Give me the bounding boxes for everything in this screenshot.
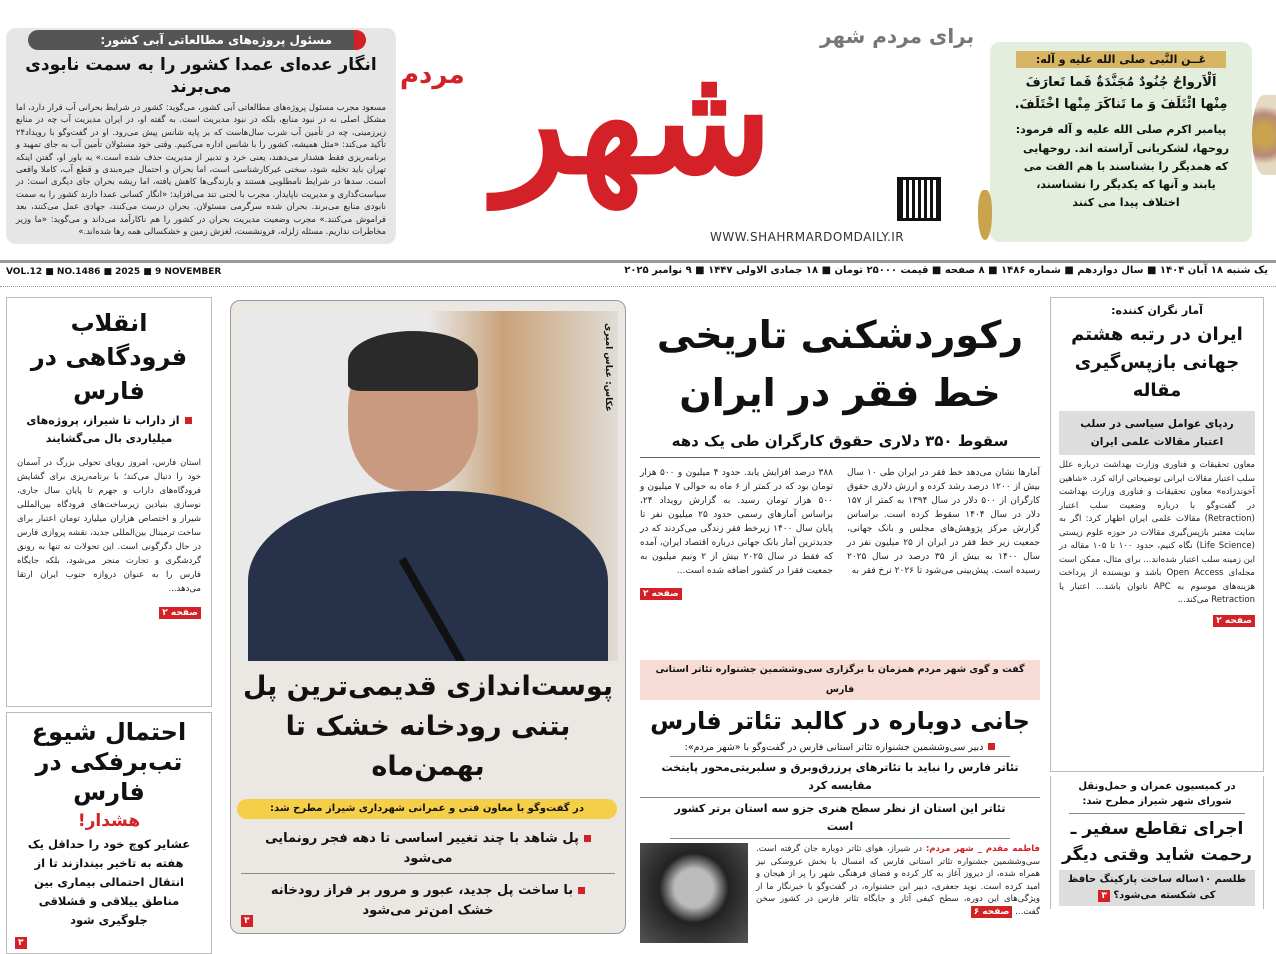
page-ref[interactable]: ۳ (1098, 890, 1110, 902)
theater-byline: فاطمه مقدم _ شهر مردم: (925, 844, 1040, 854)
hadith-arabic-1: اَلْاَرواحُ جُنُودٌ مُجَنَّدَةٌ فَما تَعارَفَ (1025, 75, 1217, 90)
photo-credit: عکاس: عباس امیری (603, 323, 613, 412)
page-ref[interactable]: ۳ (241, 915, 253, 927)
page-ref-label[interactable]: صفحه ۲ (159, 607, 201, 619)
masthead-slogan: برای مردم شهر (820, 24, 975, 48)
retraction-sub: ردپای عوامل سیاسی در سلب اعتبار مقالات علمی ایران (1059, 411, 1255, 455)
top-left-headline: انگار عده‌ای عمدا کشور را به سمت نابودی می‌برند (25, 55, 377, 97)
theater-intro (670, 740, 1010, 757)
airport-headline: انقلاب فرودگاهی در فارس (30, 309, 188, 405)
bridge-kicker: در گفت‌وگو با معاون فنی و عمرانی شهرداری شیراز مطرح شد: (237, 799, 617, 819)
bridge-bullet-2-text: با ساخت پل جدید، عبور و مرور بر فراز رودخانه خشک امن‌تر می‌شود (270, 883, 574, 918)
page-ref[interactable]: صفحه ۲ (1213, 615, 1255, 627)
info-bar-left: VOL.12 ■ NO.1486 ■ 2025 ■ 9 NOVEMBER (6, 267, 222, 277)
hadith-translation: روحها، لشکریانی آراسته اند. روحهایی که همدیگر را بشناسند با هم الفت می یابند و آنها که یکدیگر را نشناسند، اختلاف پیدا می کنند (1022, 142, 1230, 209)
airport-sub-text: از داراب تا شیراز، پروژه‌های میلیاردی بال می‌گشایند (26, 414, 180, 445)
airport-sub (17, 412, 201, 448)
retraction-headline: ایران در رتبه هشتم جهانی بازپس‌گیری مقاله (1071, 324, 1243, 401)
hadith-arabic-2: مِنْها ائْتَلَفَ وَ ما تَناكَرَ مِنْها اخْتَلَفَ. (1014, 97, 1228, 112)
person-hair (348, 331, 478, 391)
retraction-kicker: آمار نگران کننده: (1111, 304, 1203, 317)
page-ref[interactable]: ۳ (15, 937, 27, 949)
fmd-warning: هشدار! (77, 811, 141, 831)
retraction-story (1050, 297, 1264, 772)
fmd-body: عشایر کوچ خود را حداقل یک هفته به تاخیر بیندازند تا از انتقال احتمالی بیماری بین مناطق ییلاقی و قشلاقی جلوگیری شود (27, 837, 191, 927)
intersection-headline: اجرای تقاطع سفیر ـ رحمت شاید وقتی دیگر (1062, 819, 1252, 865)
divider (0, 286, 1276, 287)
logo: شهر (495, 32, 773, 208)
theater-story (640, 660, 1040, 943)
top-left-body: مسعود مجرب مسئول پروژه‌های مطالعاتی آبی کشور، می‌گوید: کشور در شرایط بحرانی آب قرار دارد، اما مشکل اصلی نه در نبود منابع، بلکه در نبود مدیریت است. به گفته او، در ایران مدیریت آب چه در منابع زیرزمینی، چه در تأمین آب شرب سال‌هاست که بر پایه شانس پیش می‌رود. او در گفت‌وگو با رویداد۲۴ تأکید می‌کند: «مثل همیشه، کشور را با شانس اداره می‌کنیم. وقتی خود مسئولان تأمین آب به جای تمهید و برنامه‌ریزی فقط هشدار می‌دهند، یعنی خرد و تدبیر از مدیریت حذف شده است.» به باور او، گفتن اینکه تهران باید تخلیه شود، سخنی غیرکارشناسی است، اما بحران و احتمال جیره‌بندی و قطع آب، کاملا واقعی است. سدها در شرایط نامطلوبی هستند و بارندگی‌ها کاهش یافته، اما ریشه بحران جای دیگری است: در سیاست‌گذاری و مدیریت ناپایدار. مجرب با لحنی تند می‌افزاید: «انگار کسانی عمدا دارند کشور را به سمت نابودی منابع می‌برند. بحران شده سرگرمی مسئولان. بحران درست می‌کنند، جهادی عمل می‌کنند، بعد فراموش می‌کنند.» مجرب وضعیت مدیریت بحران در کشور را هم ناکارآمد می‌داند و می‌گوید: «ما وزیر مخاطرات نداریم. مسئله زلزله، فرونشست، لغزش زمین و خشکسالی همه رها شده‌اند.» (16, 102, 386, 237)
theater-headline: جانی دوباره در کالبد تئاتر فارس (650, 707, 1030, 735)
info-bar-right: یک شنبه ۱۸ آبان ۱۴۰۴ ■ سال دوازدهم ■ شماره ۱۴۸۶ ■ ۸ صفحه ■ قیمت ۲۵۰۰۰ تومان ■ ۱۸ جمادی الاولی ۱۴۴۷ ■ ۹ نوامبر ۲۰۲۵ (624, 265, 1268, 276)
bridge-bullet-1-text: پل شاهد با چند تغییر اساسی تا دهه فجر رونمایی می‌شود (265, 831, 579, 866)
masthead (400, 10, 985, 250)
director-photo (640, 843, 748, 943)
intersection-sub-text: طلسم ۱۰ساله ساخت پارکینگ حافظ کی شکسته می‌شود؟ (1067, 874, 1247, 901)
bridge-bullet-2 (261, 881, 595, 921)
intersection-story (1050, 776, 1264, 909)
lead-headline: رکوردشکنی تاریخی خط فقر در ایران (656, 313, 1024, 415)
lead-story (640, 300, 1040, 600)
intersection-kicker: در کمیسیون عمران و حمل‌ونقل شورای شهر شیراز مطرح شد: (1069, 779, 1245, 814)
bridge-bullet-1 (241, 829, 615, 874)
theater-kicker: گفت و گوی شهر مردم همزمان با برگزاری سی‌وششمین جشنواره تئاتر استانی فارس (640, 660, 1040, 700)
hadith-label: عَــن النَّبی صلی الله علیه و آله: (1016, 51, 1226, 68)
top-left-story (6, 28, 396, 244)
airport-story (6, 297, 212, 707)
lantern-icon (978, 190, 992, 240)
top-left-kicker: مسئول پروژه‌های مطالعاتی آبی کشور: (28, 30, 366, 50)
airport-body: استان فارس، امروز رویای تحولی بزرگ در آسمان خود را دنبال می‌کند؛ با برنامه‌ریزی برای گشایش فرودگاه‌های داراب و جهرم تا پایان سال جاری، نوسازی بنیادین زیرساخت‌های فرودگاه بین‌المللی شیراز و اختصاص هزاران میلیارد تومان اعتبار برای ساخت ترمینال بین‌المللی جدید، نقشه پروازی فارس در حال دگرگونی است. این تحولات نه تنها به رونق گردشگری و تجارت منجر می‌شود، بلکه جایگاه فارس را به عنوان دروازه جنوب ایران ارتقا می‌دهد... (17, 458, 201, 594)
website-url: WWW.SHAHRMARDOMDAILY.IR (710, 230, 905, 244)
portrait-photo (238, 311, 618, 661)
hadith-box (990, 42, 1252, 242)
ornament-icon (1252, 95, 1276, 175)
theater-body (756, 843, 1040, 943)
person-suit (248, 491, 608, 661)
bridge-headline: پوست‌اندازی قدیمی‌ترین پل بتنی رودخانه خشک تا بهمن‌ماه (243, 671, 613, 782)
page-ref[interactable]: صفحه ۲ (640, 588, 682, 600)
lead-sub: سقوط ۳۵۰ دلاری حقوق کارگران طی یک دهه (640, 430, 1040, 458)
hadith-intro: پیامبر اکرم صلی الله علیه و آله فرمود: (1015, 123, 1227, 136)
qr-code-icon (897, 177, 941, 221)
theater-quote-2: تئاتر این استان از نظر سطح هنری جزو سه استان برتر کشور است (670, 798, 1010, 839)
intersection-sub (1059, 870, 1255, 906)
page-ref[interactable] (17, 600, 201, 619)
theater-body-text: در شیراز، هوای تئاتر دوباره جان گرفته است. سی‌وششمین جشنواره تئاتر استانی فارس که امسال با بخش عروسکی نیز همراه شده، از دیروز آغاز به کار کرده و فضای فرهنگی شهر را پر از هیجان و امید کرده است. نوید جعفری، دبیر این جشنواره، در گفت‌وگو با خبرنگار ما از ویژگی‌های این دوره، سطح کیفی آثار و جایگاه تئاتر فارس در کشور سخن گفت... (756, 844, 1040, 917)
retraction-body: معاون تحقیقات و فناوری وزارت بهداشت درباره علل سلب اعتبار مقالات ایرانی توضیحاتی ارائه کرد. «شاهین آخوندزاده» معاون تحقیقات و فناوری وزارت بهداشت در گفت‌وگو با درباره وضعیت سلب اعتبار (Retraction) مقالات علمی ایران اظهار کرد: اگر به سایت معتبر بازپس‌گیری مقالات در حوزه علوم زیستی (Life Science) نگاه کنیم، حدود ۱۰۰ تا ۱۰۵ مقاله در این زمینه سلب اعتبار شده‌اند... برای مثال، ممکن است مجله‌ای Open Access باشد و نویسنده از پرداخت هزینه‌های موسوم به APC ناتوان باشد... اعتبار یا Retraction می‌کند... (1059, 460, 1256, 605)
page-ref[interactable]: صفحه ۶ (971, 906, 1013, 918)
fmd-headline: احتمال شیوع تب‌برفکی در فارس (31, 718, 187, 806)
fmd-story (6, 712, 212, 954)
logo-small: مردم (400, 60, 465, 90)
divider (0, 260, 1276, 263)
theater-quote-1: تئاتر فارس را نباید با تئاترهای پرزرق‌وبرق و سلبریتی‌محور پایتخت مقایسه کرد (640, 757, 1040, 798)
bridge-story (230, 300, 626, 934)
lead-col-left: ۳۸۸ درصد افزایش یابد. حدود ۴ میلیون و ۵۰۰ هزار تومان بود که در کمتر از ۶ ماه به حوالی ۷ میلیون و ۵۰۰ هزار تومان رسید. به گزارش رویداد ۲۴، براساس آمارهای رسمی حدود ۲۵ میلیون نفر تا پایان سال ۱۴۰۰ زیرخط فقر زندگی می‌کردند که در جدیدترین آمار بانک جهانی درباره اقتصاد ایران، آمده که فقط در سال ۲۰۲۵ بیش از ۲ ونیم میلیون به جمعیت فقرا در کشور اضافه شده است... (640, 468, 834, 576)
theater-intro-text: دبیر سی‌وششمین جشنواره تئاتر استانی فارس در گفت‌وگو با «شهر مردم»: (684, 742, 984, 753)
lead-col-right: آمارها نشان می‌دهد خط فقر در ایران طی ۱۰ سال بیش از ۱۲۰۰ درصد رشد کرده و ارزش دلاری حقوق کارگران از ۵۰۰ دلار در سال ۱۳۹۴ به کمتر از ۱۵۷ دلار در سال ۱۴۰۴ سقوط کرده است. براساس گزارش مرکز پژوهش‌های مجلس و بانک جهانی، جمعیت زیر خط فقر در ایران از ۲۵ میلیون نفر در سال ۱۴۰۰ به بیش از ۳۵ درصد در سال ۲۰۲۵ رسیده است. پیش‌بینی می‌شود تا ۲۰۲۶ نرخ فقر به (847, 468, 1041, 576)
